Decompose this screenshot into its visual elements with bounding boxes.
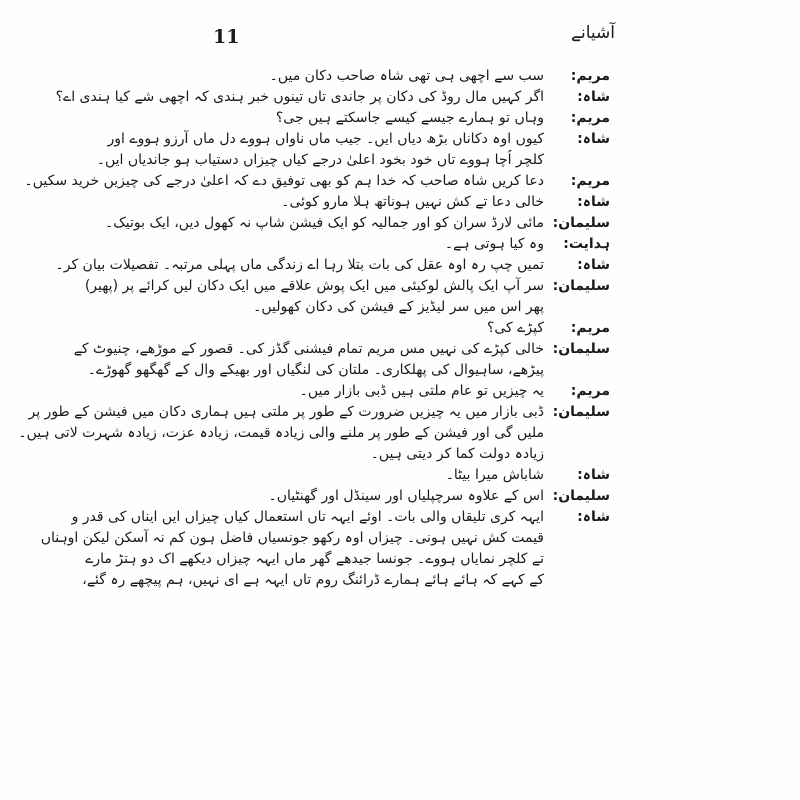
speech-text <box>200 108 544 129</box>
speech-line: وہ کیا ہوتی ہے۔ <box>444 236 544 252</box>
speech-text <box>74 339 544 381</box>
speech-line: ایہہ کری تلیقاں والی بات۔ اوئے ایہہ تاں استعمال کیاں چیزاں ایں ایناں کی قدر و <box>71 509 544 525</box>
speech-line: یہ چیزیں تو عام ملتی ہیں ڈبی بازار میں۔ <box>299 383 544 399</box>
speech-text <box>200 192 544 213</box>
dialogue-turn <box>200 234 610 255</box>
speech-line: سب سے اچھی ہی تھی شاہ صاحب دکان میں۔ <box>269 68 544 84</box>
dialogue-turn <box>200 66 610 87</box>
speech-line: دعا کریں شاہ صاحب کہ خدا ہم کو بھی توفیق دے کہ اعلیٰ درجے کی چیزیں خرید سکیں۔ <box>24 173 544 189</box>
speech-line: زیادہ دولت کما کر دیتی ہیں۔ <box>370 446 544 462</box>
speech-line: خالی دعا تے کش نہیں ہوناتھ ہلا مارو کوئی۔ <box>281 194 544 210</box>
speech-line: اگر کہیں مال روڈ کی دکان پر جاندی تاں تینوں خبر ہندی کہ اچھی شے کیا ہندی اے؟ <box>55 89 544 105</box>
speech-line: مائی لارڈ سران کو اور جمالیہ کو ایک فیشن شاپ نہ کھول دیں، ایک بوتیک۔ <box>105 215 544 231</box>
speech-text <box>25 171 545 192</box>
dialogue-turn <box>18 402 610 465</box>
speech-text <box>105 213 544 234</box>
speech-text <box>200 66 544 87</box>
speech-text <box>200 381 544 402</box>
speech-text <box>85 276 544 318</box>
speaker-label: شاہ: <box>577 509 610 525</box>
speech-line: کیوں اوہ دکاناں بڑھ دیاں ایں۔ جیب ماں ناواں ہووے دل ماں آرزو ہووے اور <box>107 131 544 147</box>
dialogue-turn <box>200 192 610 213</box>
speech-text <box>200 318 544 339</box>
speech-text <box>97 129 544 171</box>
speech-line: سر آپ ایک پالش لوکیئی میں ایک پوش علاقے میں ایک دکان لیں کرائے پر (پھیر) <box>84 278 544 294</box>
speech-line: کلچر اُچا ہووے تاں خود بخود اعلیٰ درجے کیاں چیزاں دستیاب ہو جاندیاں ایں۔ <box>96 152 544 168</box>
dialogue-turn <box>73 339 610 381</box>
speech-line: خالی کپڑے کی نہیں مس مریم تمام فیشنی گڈز کی۔ قصور کے موڑھے، چنیوٹ کے <box>73 341 544 357</box>
dialogue-turn <box>96 129 610 171</box>
dialogue-turn <box>40 507 610 591</box>
speech-text <box>56 87 544 108</box>
speech-line: پھر اس میں سر لیڈیز کے فیشن کی دکان کھولیں۔ <box>253 299 544 315</box>
speech-line: تمیں چپ رہ اوہ عقل کی بات بتلا رہا اے زندگی ماں پہلی مرتبہ۔ تفصیلات بیان کر۔ <box>55 257 544 273</box>
speaker-label: شاہ: <box>577 467 610 483</box>
speaker-label: شاہ: <box>577 257 610 273</box>
speaker-label: سلیمان: <box>552 341 610 357</box>
speech-line: ڈبی بازار میں یہ چیزیں ضرورت کے طور پر ملتی ہیں ہماری دکان میں فیشن کے طور پر <box>28 404 544 420</box>
speaker-label: مریم: <box>570 173 610 189</box>
dialogue-turn <box>55 255 610 276</box>
speech-text <box>200 234 544 255</box>
dialogue-turn <box>105 213 610 234</box>
dialogue-turn <box>200 381 610 402</box>
speech-line: پیڑھے، ساہیوال کی پھلکاری۔ ملتان کی لنگیاں اور بھیکے وال کے گھگھو گھوڑے۔ <box>87 362 544 378</box>
dialogue-turn <box>200 318 610 339</box>
speech-text <box>41 507 544 591</box>
speaker-label: سلیمان: <box>552 278 610 294</box>
dialogue-turn <box>200 108 610 129</box>
speaker-label: شاہ: <box>577 194 610 210</box>
speech-line: تے کلچر نمایاں ہووے۔ جونسا جیدھے گھر ماں ایہہ چیزاں دیکھے اک دو ہتڑ مارے <box>85 551 544 567</box>
speech-line: ملیں گی اور فیشن کے طور پر ملنے والی زیادہ قیمت، زیادہ عزت، زیادہ شہرت لاتی ہیں۔ <box>18 425 544 441</box>
dialogue-body <box>18 66 610 591</box>
speaker-label: شاہ: <box>577 89 610 105</box>
speech-text <box>200 465 544 486</box>
speech-line: اس کے علاوہ سرچپلیاں اور سینڈل اور گھنٹیاں۔ <box>268 488 544 504</box>
dialogue-turn <box>84 276 610 318</box>
speech-line: کے کہے کہ ہائے ہائے ہمارے ڈرائنگ روم تاں ایہہ ہے ای نہیں، ہم پیچھے رہ گئے، <box>82 572 544 588</box>
speaker-label: مریم: <box>570 110 610 126</box>
running-title: آشیانے <box>571 23 615 43</box>
speech-line: شاباش میرا بیٹا۔ <box>445 467 544 483</box>
speaker-label: سلیمان: <box>552 215 610 231</box>
dialogue-turn <box>24 171 610 192</box>
speaker-label: سلیمان: <box>552 404 610 420</box>
dialogue-turn <box>200 465 610 486</box>
speech-text <box>18 402 544 465</box>
speaker-label: سلیمان: <box>552 488 610 504</box>
speaker-label: شاہ: <box>577 131 610 147</box>
page-header <box>195 22 615 56</box>
speech-line: قیمت کش نہیں ہونی۔ چیزاں اوہ رکھو جونسیاں فاضل ہون کم نہ آسکن لیکن اوہناں <box>40 530 544 546</box>
speaker-label: ہدایت: <box>563 236 610 252</box>
speaker-label: مریم: <box>570 383 610 399</box>
speech-line: وہاں تو ہمارے جیسے کیسے جاسکتے ہیں جی؟ <box>275 110 544 126</box>
speech-text <box>56 255 544 276</box>
speaker-label: مریم: <box>570 68 610 84</box>
dialogue-turn <box>55 87 610 108</box>
speech-line: کپڑے کی؟ <box>486 320 544 336</box>
speech-text <box>200 486 544 507</box>
dialogue-turn <box>200 486 610 507</box>
page-number: 11 <box>213 26 240 48</box>
speaker-label: مریم: <box>570 320 610 336</box>
